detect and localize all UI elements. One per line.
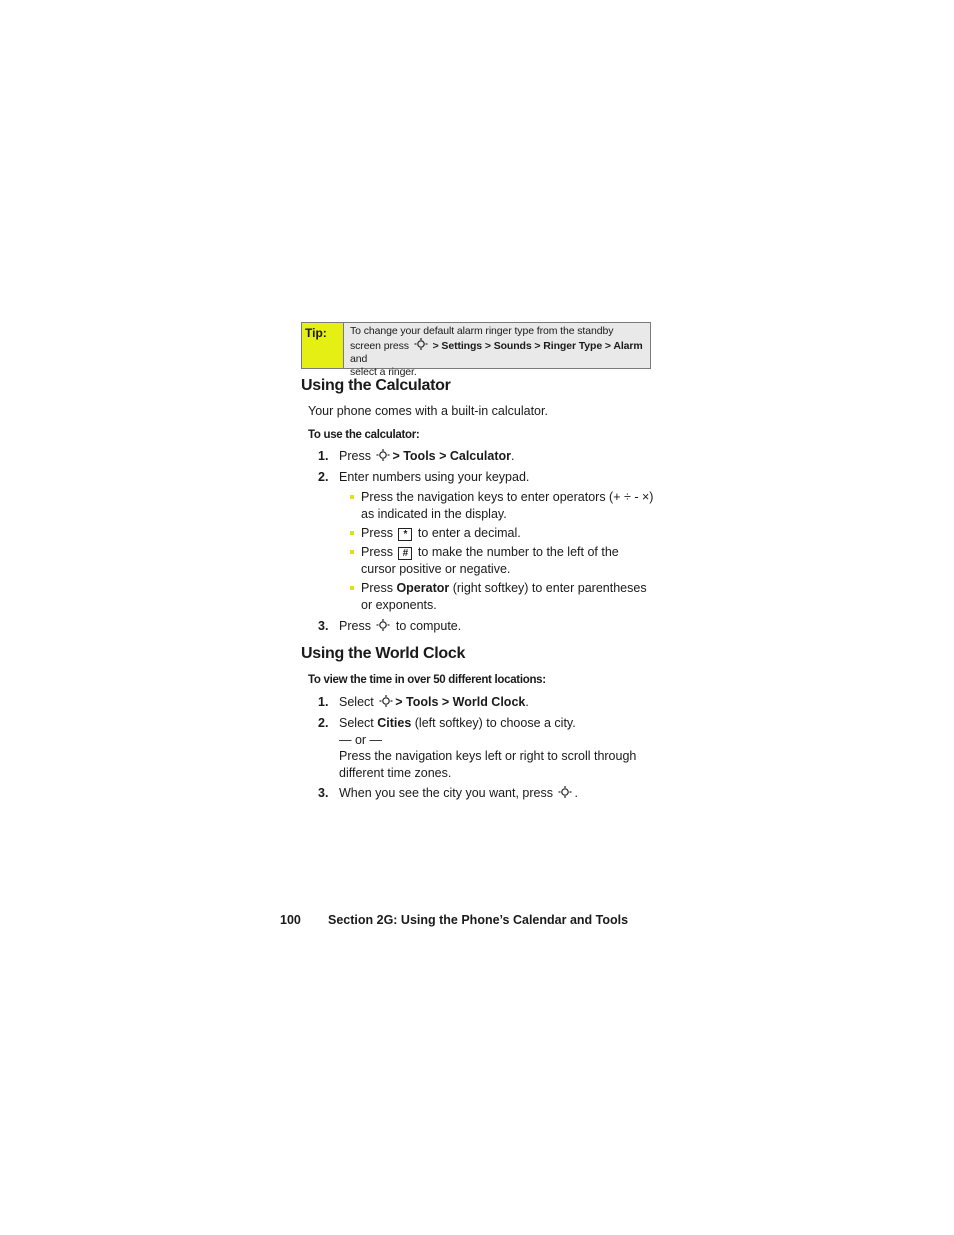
step-post: .: [525, 695, 529, 709]
softkey-name: Cities: [377, 716, 412, 730]
world-clock-heading: Using the World Clock: [301, 645, 466, 662]
step-number: 3.: [318, 619, 329, 633]
step-number: 1.: [318, 695, 329, 709]
softkey-name: Operator: [396, 581, 450, 595]
calculator-intro: Your phone comes with a built-in calculator.: [308, 404, 548, 418]
step-text: [339, 694, 529, 711]
step-post: to compute.: [395, 619, 462, 633]
step-number: 1.: [318, 449, 329, 463]
step-number: 3.: [318, 786, 329, 800]
navigation-key-icon: [558, 786, 572, 798]
bullet-pre: Press: [361, 581, 393, 595]
tip-line-2: [350, 338, 646, 366]
bullet-line-2: or exponents.: [361, 597, 437, 612]
page-number: 100: [280, 913, 301, 927]
step-pre: Select: [339, 695, 374, 709]
navigation-key-icon: [379, 695, 393, 707]
tip-box: [301, 322, 651, 378]
bullet-marker: [350, 495, 354, 499]
bullet-post: to make the number to the left of the: [417, 545, 619, 559]
calculator-subhead: To use the calculator:: [308, 429, 420, 441]
bullet-pre: Press: [361, 526, 393, 540]
navigation-key-icon: [414, 338, 428, 350]
step-text: [339, 618, 461, 635]
bullet-marker: [350, 531, 354, 535]
bullet-text: [361, 544, 661, 577]
bullet-pre: Press: [361, 545, 393, 559]
step-text: [339, 785, 578, 802]
tip-line-2-pre: screen press: [350, 340, 409, 352]
step-text: Enter numbers using your keypad.: [339, 470, 530, 484]
world-clock-subhead: To view the time in over 50 different locations:: [308, 674, 546, 686]
bullet-line-2: as indicated in the display.: [361, 506, 507, 521]
step-number: 2.: [318, 716, 329, 730]
alt-line-2: different time zones.: [339, 765, 452, 780]
step-text: [339, 448, 514, 465]
step-pre: Press: [339, 449, 371, 463]
tip-line-1: To change your default alarm ringer type from the standby: [350, 325, 614, 337]
tip-label: Tip:: [302, 323, 344, 368]
step-number: 2.: [318, 470, 329, 484]
pound-key-icon: #: [398, 547, 412, 560]
tip-menu-path: > Settings > Sounds > Ringer Type > Alarm: [432, 340, 643, 352]
step-post: .: [511, 449, 515, 463]
navigation-key-icon: [376, 619, 390, 631]
step-post: (left softkey) to choose a city.: [414, 716, 576, 730]
step-pre: Select: [339, 716, 374, 730]
bullet-text: [361, 525, 661, 542]
bullet-post: (right softkey) to enter parentheses: [452, 581, 647, 595]
tip-body: [344, 323, 650, 378]
navigation-key-icon: [376, 449, 390, 461]
bullet-text: [361, 489, 661, 522]
bullet-line-2: cursor positive or negative.: [361, 561, 511, 576]
bullet-text: [361, 580, 661, 613]
step-post: .: [574, 786, 578, 800]
menu-path: > Tools > Calculator: [392, 449, 511, 463]
bullet-line-1: Press the navigation keys to enter operators (+ ÷ - ×): [361, 490, 654, 504]
tip-line-3: select a ringer.: [350, 366, 417, 378]
bullet-marker: [350, 586, 354, 590]
star-key-icon: *: [398, 528, 412, 541]
calculator-heading: Using the Calculator: [301, 377, 451, 394]
step-pre: Press: [339, 619, 371, 633]
menu-path: > Tools > World Clock: [395, 695, 526, 709]
step-text: [339, 715, 636, 781]
section-title: Section 2G: Using the Phone’s Calendar and Tools: [328, 913, 629, 927]
bullet-post: to enter a decimal.: [417, 526, 521, 540]
or-separator: — or —: [339, 732, 383, 747]
alt-line-1: Press the navigation keys left or right to scroll through: [339, 749, 637, 763]
bullet-marker: [350, 550, 354, 554]
tip-line-2-post: and: [350, 353, 368, 365]
step-pre: When you see the city you want, press: [339, 786, 553, 800]
